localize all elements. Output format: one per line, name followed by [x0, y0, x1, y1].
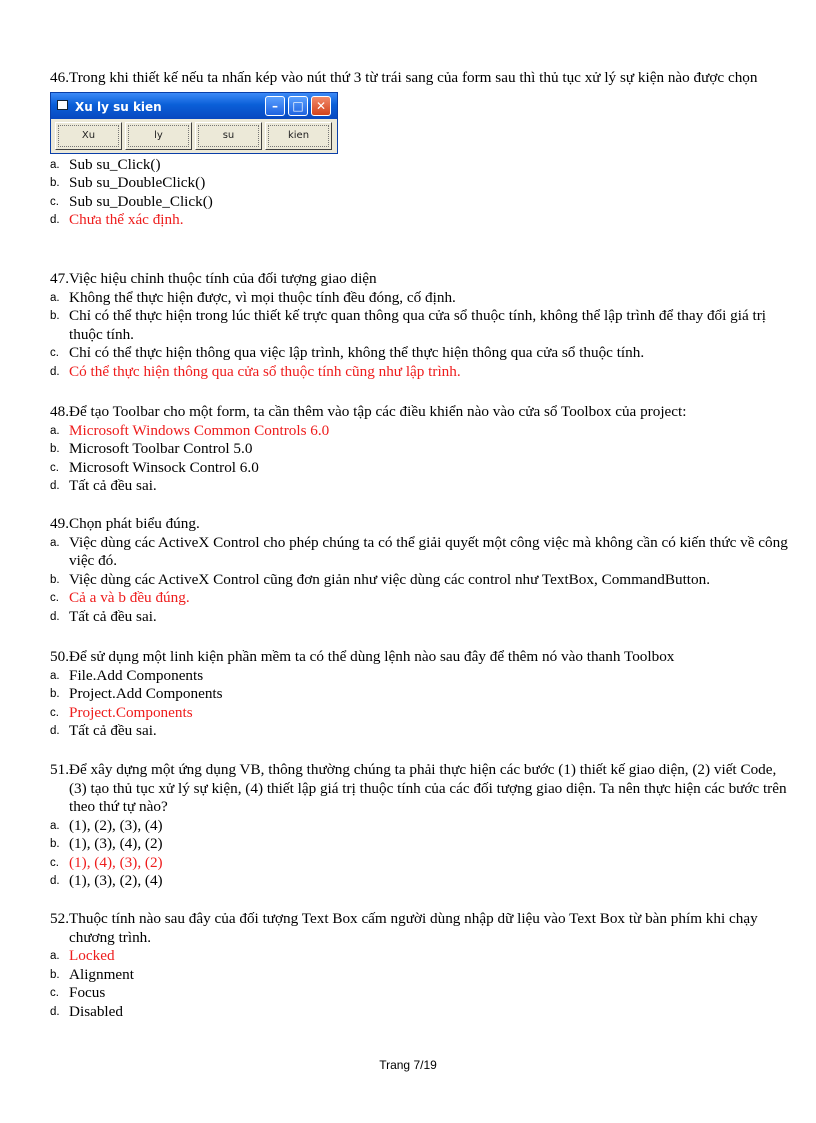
option-d: d. Tất cả đều sai. — [50, 722, 157, 739]
question-number: 47. — [50, 270, 69, 287]
vb-form-body — [53, 120, 335, 151]
question-text: Việc hiệu chỉnh thuộc tính của đối tượng giao diện — [68, 270, 377, 287]
option-b: b. (1), (3), (4), (2) — [50, 835, 163, 852]
vb-button-kien[interactable]: kien — [265, 122, 332, 150]
option-b: b. Project.Add Components — [50, 685, 223, 702]
option-c: c. Focus — [50, 984, 106, 1001]
option-b: b. Sub su_DoubleClick() — [50, 174, 206, 191]
question-48 — [50, 403, 790, 496]
question-46 — [50, 69, 790, 230]
option-c-correct: c. (1), (4), (3), (2) — [50, 853, 163, 871]
option-b: b. Microsoft Toolbar Control 5.0 — [50, 440, 253, 457]
question-number: 51. — [50, 761, 69, 778]
option-a: a. (1), (2), (3), (4) — [50, 816, 163, 834]
question-text: Để xây dựng một ứng dụng VB, thông thường chúng ta phải thực hiện các bước (1) thiết kế giao diện, (2) viết Code, (3) tạo thủ tục xử lý sự kiện, (4) thiết lập giá trị thuộc tính của các đối tượng giao diện. Ta nên thực hiện các bước trên theo thứ tự nào? — [68, 761, 787, 815]
question-text: Trong khi thiết kế nếu ta nhấn kép vào nút thứ 3 từ trái sang của form sau thì thủ tục xử lý sự kiện nào được chọn — [68, 69, 758, 86]
option-b: b. Chỉ có thể thực hiện trong lúc thiết kế trực quan thông qua cửa sổ thuộc tính, không thể lập trình để thay đổi giá trị thuộc tính. — [50, 307, 767, 343]
option-a: a. Không thể thực hiện được, vì mọi thuộc tính đều đóng, cố định. — [50, 288, 456, 306]
option-a-correct: a. Locked — [50, 947, 115, 964]
question-52 — [50, 910, 790, 1021]
vb-form-window — [50, 92, 338, 154]
question-number: 52. — [50, 910, 69, 927]
question-49 — [50, 515, 790, 626]
option-a: a. Sub su_Click() — [50, 155, 161, 173]
option-d-correct: d. Có thể thực hiện thông qua cửa sổ thuộc tính cũng như lập trình. — [50, 362, 461, 380]
question-47 — [50, 270, 790, 381]
option-c-correct: c. Project.Components — [50, 703, 193, 721]
vb-form-title: Xu ly su kien — [75, 99, 162, 114]
option-c: c. Sub su_Double_Click() — [50, 192, 213, 210]
vb-form-titlebar — [51, 93, 337, 119]
question-number: 48. — [50, 403, 69, 420]
option-c: c. Chỉ có thể thực hiện thông qua việc lập trình, không thể thực hiện thông qua cửa sổ thuộc tính. — [50, 344, 645, 361]
question-text: Thuộc tính nào sau đây của đối tượng Text Box cấm người dùng nhập dữ liệu vào Text Box từ bàn phím khi chạy chương trình. — [68, 910, 758, 946]
maximize-icon[interactable]: □ — [288, 96, 308, 116]
minimize-icon[interactable]: – — [265, 96, 285, 116]
vb-button-ly[interactable]: ly — [125, 122, 192, 150]
form-app-icon — [57, 100, 68, 110]
option-b: b. Việc dùng các ActiveX Control cũng đơn giản như việc dùng các control như TextBox, CommandButton. — [50, 570, 711, 588]
close-icon[interactable]: ✕ — [311, 96, 331, 116]
option-a: a. Việc dùng các ActiveX Control cho phép chúng ta có thể giải quyết một công việc mà không cần có kiến thức về công việc đó. — [50, 533, 788, 569]
question-number: 46. — [50, 69, 69, 86]
option-a: a. File.Add Components — [50, 666, 204, 684]
question-text: Để sử dụng một linh kiện phần mềm ta có thể dùng lệnh nào sau đây để thêm nó vào thanh Toolbox — [68, 648, 675, 665]
option-c: c. Microsoft Winsock Control 6.0 — [50, 458, 259, 476]
option-d: d. Disabled — [50, 1002, 123, 1020]
vb-button-su[interactable]: su — [195, 122, 262, 150]
option-c-correct: c. Cả a và b đều đúng. — [50, 589, 190, 606]
vb-button-xu[interactable]: Xu — [55, 122, 122, 150]
option-list — [50, 156, 790, 230]
option-a-correct: a. Microsoft Windows Common Controls 6.0 — [50, 421, 330, 439]
question-50 — [50, 648, 790, 741]
question-number: 49. — [50, 515, 69, 532]
option-d-correct: d. Chưa thể xác định. — [50, 211, 184, 228]
option-d: d. Tất cả đều sai. — [50, 477, 157, 494]
option-b: b. Alignment — [50, 965, 134, 983]
option-d: d. (1), (3), (2), (4) — [50, 872, 163, 889]
question-text: Để tạo Toolbar cho một form, ta cần thêm vào tập các điều khiển nào vào cửa sổ Toolbox của project: — [68, 403, 687, 420]
option-d: d. Tất cả đều sai. — [50, 607, 157, 625]
question-text: Chọn phát biểu đúng. — [68, 515, 200, 532]
question-number: 50. — [50, 648, 69, 665]
question-51 — [50, 761, 790, 891]
page-footer: Trang 7/19 — [379, 1058, 437, 1072]
